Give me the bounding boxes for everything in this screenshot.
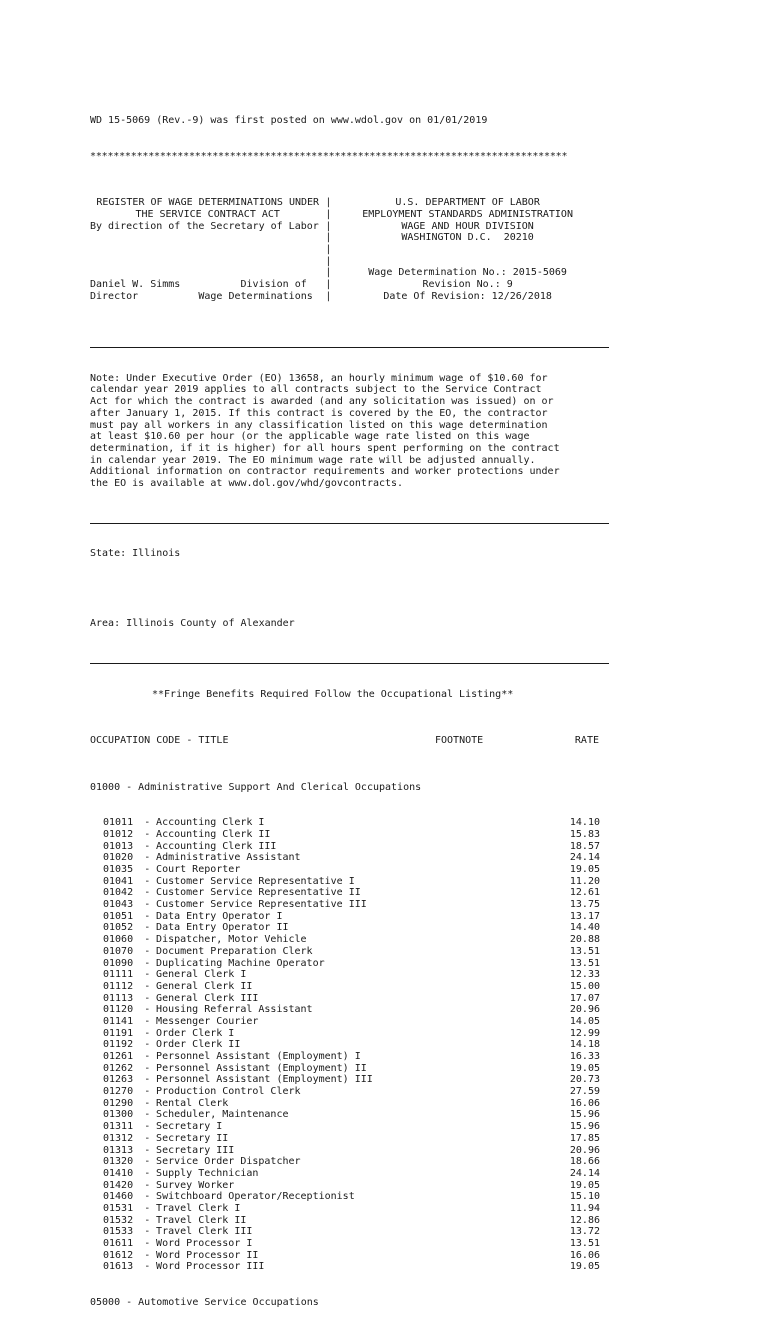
occupation-title: Customer Service Representative III [156,899,367,911]
code-title-separator: - [144,910,151,922]
occupation-title: Accounting Clerk II [156,828,271,840]
occupation-row [90,1133,600,1145]
occupation-title: Court Reporter [156,864,241,876]
header-right-line [335,244,600,256]
fringe-note: **Fringe Benefits Required Follow the Occupational Listing** [152,688,514,700]
code-title-separator: - [144,945,151,957]
occupation-rate: 17.07 [569,992,600,1004]
occupation-row [90,1145,600,1157]
posted-line: WD 15-5069 (Rev.-9) was first posted on www.wdol.gov on 01/01/2019 [90,115,488,127]
occupation-rate: 11.94 [569,1202,600,1214]
header-left-line: Director Wage Determinations [90,290,313,302]
occupation-title: Secretary I [156,1121,223,1133]
column-headers [90,735,600,747]
header-left-line: By direction of the Secretary of Labor [90,220,319,232]
occupation-row [90,1261,600,1273]
header-right-line [335,256,600,268]
occupation-title: Data Entry Operator I [156,910,283,922]
occupation-code: 01410 [103,1167,134,1179]
code-title-separator: - [144,1051,151,1063]
occupation-row [90,841,600,853]
header-right-line: Revision No.: 9 [422,279,513,291]
code-title-separator: - [144,1191,151,1203]
code-title-separator: - [144,1238,151,1250]
horizontal-rule [90,513,600,525]
occupation-code: 01012 [103,828,134,840]
occupation-code: 01035 [103,864,134,876]
code-title-separator: - [144,1004,151,1016]
occupation-row [90,1250,600,1262]
occupation-rate: 14.10 [569,817,600,829]
occupation-title: Switchboard Operator/Receptionist [156,1191,355,1203]
code-title-separator: - [144,992,151,1004]
occupation-rate: 20.96 [569,1144,600,1156]
occupation-code: 01090 [103,957,134,969]
occupation-row [90,876,600,888]
occupation-row [90,1098,600,1110]
occupation-rate: 14.40 [569,922,600,934]
code-title-separator: - [144,1109,151,1121]
occupation-code: 01020 [103,852,134,864]
occupation-title: Personnel Assistant (Employment) I [156,1051,361,1063]
code-title-separator: - [144,899,151,911]
occupation-title: Word Processor II [156,1249,259,1261]
code-title-separator: - [144,934,151,946]
occupation-rate: 13.17 [569,910,600,922]
occupation-rate: 16.33 [569,1051,600,1063]
occupation-rate: 19.05 [569,1179,600,1191]
blank-line [90,583,600,595]
occupation-row [90,1156,600,1168]
occupation-row [90,981,600,993]
occupation-row [90,1039,600,1051]
occupation-rate: 17.85 [569,1132,600,1144]
occupation-code: 01060 [103,934,134,946]
occupation-code: 01532 [103,1214,134,1226]
occupation-code: 01051 [103,910,134,922]
occupation-title: Customer Service Representative I [156,875,355,887]
occupation-code: 01611 [103,1238,134,1250]
occupation-code: 01070 [103,945,134,957]
occupation-row [90,1063,600,1075]
occupation-rate: 13.51 [569,957,600,969]
occupation-title: Word Processor III [156,1261,265,1273]
code-title-separator: - [144,1074,151,1086]
occupation-rate: 15.00 [569,980,600,992]
occupation-rate: 13.51 [569,1238,600,1250]
occupation-code: 01320 [103,1156,134,1168]
code-title-separator: - [144,1062,151,1074]
occupation-row [90,1086,600,1098]
header-right-line: Date Of Revision: 12/26/2018 [383,290,552,302]
header-left-line [90,256,325,268]
occupation-title: Secretary III [156,1144,235,1156]
occupation-title: Travel Clerk II [156,1214,247,1226]
code-title-separator: - [144,1027,151,1039]
area-label: Area: Illinois County of Alexander [90,618,295,630]
code-title-separator: - [144,1015,151,1027]
code-title-separator: - [144,1226,151,1238]
occupation-rate: 15.96 [569,1121,600,1133]
code-title-separator: - [144,817,151,829]
occupation-rate: 24.14 [569,852,600,864]
code-title-separator: - [144,1156,151,1168]
code-title-separator: - [144,1179,151,1191]
code-title-separator: - [144,887,151,899]
occupation-title: Housing Referral Assistant [156,1004,313,1016]
occupation-title: General Clerk II [156,980,253,992]
document-body [90,92,600,1320]
occupation-rate: 14.18 [569,1039,600,1051]
occupation-title: Personnel Assistant (Employment) III [156,1074,373,1086]
state-label: State: Illinois [90,548,181,560]
occupation-title: Supply Technician [156,1167,259,1179]
code-title-separator: - [144,957,151,969]
horizontal-rule [90,338,600,350]
occupation-rate: 19.05 [569,1062,600,1074]
occupation-rate: 19.05 [569,864,600,876]
header-left [90,197,325,302]
occupation-row [90,1051,600,1063]
occupation-code: 01312 [103,1132,134,1144]
code-title-separator: - [144,1121,151,1133]
code-title-separator: - [144,1202,151,1214]
code-title-separator: - [144,864,151,876]
occupation-code: 01533 [103,1226,134,1238]
occupation-rate: 16.06 [569,1249,600,1261]
occupation-row [90,864,600,876]
occupation-title: Scheduler, Maintenance [156,1109,289,1121]
occupation-title: General Clerk I [156,969,247,981]
occupation-rate: 19.05 [569,1261,600,1273]
occupation-code: 01052 [103,922,134,934]
occupation-title: Document Preparation Clerk [156,945,313,957]
code-title-separator: - [144,1086,151,1098]
occupation-rate: 11.20 [569,875,600,887]
code-title-separator: - [144,1249,151,1261]
code-title-separator: - [144,969,151,981]
header-right-line: U.S. DEPARTMENT OF LABOR [395,197,540,209]
occupation-code: 01531 [103,1202,134,1214]
occupation-rate: 16.06 [569,1097,600,1109]
occupation-rate: 15.83 [569,828,600,840]
occupation-rate: 20.96 [569,1004,600,1016]
occupation-title: Secretary II [156,1132,229,1144]
asterisk-divider: ********************************************************************************** [90,150,568,162]
occupation-rate: 13.51 [569,945,600,957]
occupation-code: 01013 [103,840,134,852]
occupation-title: Rental Clerk [156,1097,229,1109]
occupation-code: 01191 [103,1027,134,1039]
occupation-rate: 12.99 [569,1027,600,1039]
occupation-code: 01111 [103,969,134,981]
occupation-title: Dispatcher, Motor Vehicle [156,934,307,946]
occupation-code: 01420 [103,1179,134,1191]
header-bar-glyph: | [325,290,332,302]
code-title-separator: - [144,1144,151,1156]
occupation-rate: 20.73 [569,1074,600,1086]
occupation-title: Accounting Clerk I [156,817,265,829]
occupation-rate: 18.57 [569,840,600,852]
occupation-code: 01613 [103,1261,134,1273]
header-bar-glyph: | [325,220,332,232]
occupation-row [90,1004,600,1016]
occupation-row [90,887,600,899]
code-title-separator: - [144,828,151,840]
eo-note: Note: Under Executive Order (EO) 13658, an hourly minimum wage of $10.60 for calendar year 2019 applies to all contracts subject to the Service Contract Act for which the contract is awarded (and any solicitation was issued) on or after January 1, 2015. If this contract is covered by the EO, the contractor must pay all workers in any classification listed on this wage determination at least $10.60 per hour (or the applicable wage rate listed on this wage determination, if it is higher) for all hours spent performing on the contract in calendar year 2019. The EO minimum wage rate will be adjusted annually. Additional information on contractor requirements and worker protections under the EO is available at www.dol.gov/whd/govcontracts. [90,372,560,490]
header-block [90,197,600,302]
occupation-code: 01313 [103,1144,134,1156]
code-title-separator: - [144,922,151,934]
occupation-code: 01612 [103,1249,134,1261]
occupation-code: 01011 [103,817,134,829]
header-column-divider [325,197,335,302]
occupation-title: Travel Clerk I [156,1202,241,1214]
occupation-row [90,1016,600,1028]
header-bar-glyph: | [325,232,332,244]
header-bar-glyph: | [325,279,332,291]
occupation-code: 01043 [103,899,134,911]
occupation-code: 01141 [103,1015,134,1027]
occupation-title: Production Control Clerk [156,1086,301,1098]
occupation-rate: 24.14 [569,1167,600,1179]
occupation-row [90,817,600,829]
column-footnote: FOOTNOTE [435,735,484,747]
occupation-row [90,1191,600,1203]
occupation-row [90,1215,600,1227]
occupation-title: Messenger Courier [156,1015,259,1027]
column-code-title: OCCUPATION CODE - TITLE [90,735,229,747]
header-right [335,197,600,302]
occupation-code: 01300 [103,1109,134,1121]
occupation-title: Accounting Clerk III [156,840,277,852]
occupation-title: Personnel Assistant (Employment) II [156,1062,367,1074]
code-title-separator: - [144,840,151,852]
header-right-line: WAGE AND HOUR DIVISION [401,220,534,232]
occupation-row [90,934,600,946]
occupation-row [90,946,600,958]
code-title-separator: - [144,875,151,887]
occupation-code: 01311 [103,1121,134,1133]
occupation-group: 01000 - Administrative Support And Clerical Occupations [90,782,422,794]
code-title-separator: - [144,1214,151,1226]
occupation-title: Administrative Assistant [156,852,301,864]
occupation-rate: 15.96 [569,1109,600,1121]
header-bar-glyph: | [325,255,332,267]
header-bar-glyph: | [325,244,332,256]
header-left-line: Daniel W. Simms Division of [90,279,307,291]
occupation-code: 01290 [103,1097,134,1109]
occupation-row [90,1168,600,1180]
occupation-title: Travel Clerk III [156,1226,253,1238]
occupation-row [90,958,600,970]
occupation-row [90,922,600,934]
occupation-rate: 12.33 [569,969,600,981]
occupation-title: Duplicating Machine Operator [156,957,325,969]
occupation-code: 01270 [103,1086,134,1098]
column-rate: RATE [574,735,599,747]
occupation-rate: 12.86 [569,1214,600,1226]
header-bar-glyph: | [325,208,332,220]
occupation-rate: 13.75 [569,899,600,911]
occupation-code: 01262 [103,1062,134,1074]
occupation-row [90,1028,600,1040]
occupation-code: 01120 [103,1004,134,1016]
header-left-line [90,232,325,244]
header-right-line: WASHINGTON D.C. 20210 [401,232,534,244]
header-bar-glyph: | [325,267,332,279]
occupation-row [90,899,600,911]
header-right-line: Wage Determination No.: 2015-5069 [368,267,567,279]
code-title-separator: - [144,980,151,992]
occupation-code: 01042 [103,887,134,899]
occupation-title: Customer Service Representative II [156,887,361,899]
occupation-title: Order Clerk I [156,1027,235,1039]
occupation-rate: 12.61 [569,887,600,899]
occupation-title: Data Entry Operator II [156,922,289,934]
occupation-rate: 27.59 [569,1086,600,1098]
occupation-row [90,1121,600,1133]
occupation-row [90,1238,600,1250]
header-left-line: THE SERVICE CONTRACT ACT [135,208,280,220]
occupation-row [90,993,600,1005]
occupation-row [90,969,600,981]
occupation-title: Service Order Dispatcher [156,1156,301,1168]
code-title-separator: - [144,1039,151,1051]
occupation-group: 05000 - Automotive Service Occupations [90,1296,319,1308]
occupation-code: 01460 [103,1191,134,1203]
occupation-code: 01261 [103,1051,134,1063]
header-left-line [90,267,325,279]
occupation-row [90,852,600,864]
occupation-code: 01192 [103,1039,134,1051]
occupation-rate: 15.10 [569,1191,600,1203]
code-title-separator: - [144,1261,151,1273]
occupation-row [90,829,600,841]
occupation-title: Word Processor I [156,1238,253,1250]
occupation-code: 01112 [103,980,134,992]
occupation-rate: 18.66 [569,1156,600,1168]
occupation-code: 01263 [103,1074,134,1086]
header-left-line: REGISTER OF WAGE DETERMINATIONS UNDER [96,197,320,209]
occupation-title: General Clerk III [156,992,259,1004]
occupation-title: Order Clerk II [156,1039,241,1051]
header-bar-glyph: | [325,197,332,209]
occupation-row [90,1074,600,1086]
occupation-row [90,911,600,923]
occupation-list [90,817,600,1273]
occupation-row [90,1180,600,1192]
occupation-rate: 20.88 [569,934,600,946]
occupation-code: 01113 [103,992,134,1004]
code-title-separator: - [144,1132,151,1144]
occupation-row [90,1226,600,1238]
occupation-row [90,1203,600,1215]
occupation-title: Survey Worker [156,1179,235,1191]
code-title-separator: - [144,1167,151,1179]
horizontal-rule [90,654,600,666]
code-title-separator: - [144,1097,151,1109]
code-title-separator: - [144,852,151,864]
occupation-row [90,1109,600,1121]
occupation-rate: 13.72 [569,1226,600,1238]
header-left-line [90,244,325,256]
occupation-rate: 14.05 [569,1015,600,1027]
occupation-code: 01041 [103,875,134,887]
header-right-line: EMPLOYMENT STANDARDS ADMINISTRATION [362,208,573,220]
